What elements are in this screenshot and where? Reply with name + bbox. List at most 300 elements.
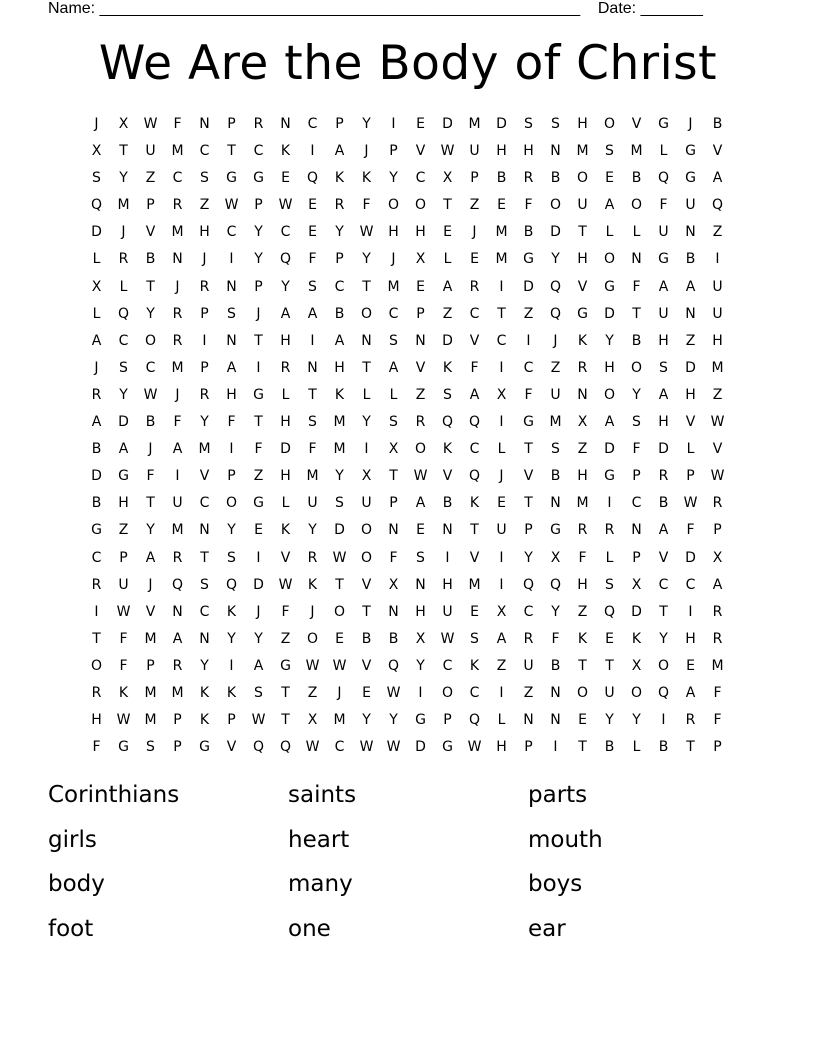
grid-letter: X — [415, 630, 426, 647]
grid-letter: Q — [549, 576, 562, 593]
grid-letter: E — [497, 197, 506, 214]
grid-letter: Z — [523, 684, 534, 701]
grid-letter: W — [278, 197, 293, 214]
grid-letter: R — [712, 495, 723, 512]
grid-letter: E — [443, 224, 452, 241]
grid-letter: T — [254, 414, 263, 431]
grid-letter: V — [712, 143, 723, 160]
grid-letter: F — [146, 468, 155, 485]
grid-letter: J — [553, 332, 558, 349]
grid-letter: R — [91, 576, 102, 593]
grid-letter: O — [306, 630, 319, 647]
grid-letter: N — [172, 251, 183, 268]
grid-letter: M — [549, 414, 562, 431]
grid-letter: J — [94, 116, 99, 132]
grid-letter: Z — [442, 305, 453, 322]
grid-letter: I — [229, 441, 234, 458]
grid-letter: U — [307, 495, 318, 512]
grid-letter: J — [256, 305, 261, 322]
grid-letter: R — [172, 305, 183, 322]
grid-letter: C — [199, 143, 210, 160]
grid-letter: M — [333, 712, 346, 729]
grid-letter: H — [91, 712, 102, 729]
grid-letter: Q — [468, 468, 481, 485]
grid-letter: S — [659, 359, 668, 376]
grid-letter: J — [175, 278, 180, 295]
grid-letter: N — [685, 224, 696, 241]
grid-letter: C — [145, 359, 156, 376]
grid-letter: I — [229, 657, 234, 674]
grid-letter: A — [685, 278, 696, 295]
grid-letter: P — [173, 739, 182, 756]
grid-letter: N — [550, 712, 561, 729]
grid-letter: Z — [145, 170, 156, 187]
grid-letter: N — [415, 576, 426, 593]
grid-letter: K — [226, 603, 237, 620]
grid-letter: M — [144, 630, 157, 647]
grid-letter: A — [658, 386, 669, 403]
date-blank: _______ — [640, 0, 703, 17]
grid-letter: U — [712, 305, 723, 322]
grid-letter: H — [199, 224, 210, 241]
grid-letter: R — [604, 522, 615, 539]
grid-letter: I — [553, 739, 558, 756]
grid-letter: I — [364, 441, 369, 458]
grid-letter: Z — [577, 441, 588, 458]
grid-letter: R — [307, 549, 318, 566]
grid-letter: C — [442, 657, 453, 674]
grid-letter: Q — [279, 251, 292, 268]
grid-letter: P — [146, 657, 155, 674]
grid-letter: N — [172, 603, 183, 620]
grid-letter: F — [470, 359, 479, 376]
grid-letter: E — [416, 278, 425, 295]
grid-letter: G — [658, 251, 669, 268]
grid-letter: F — [92, 739, 101, 756]
grid-letter: I — [310, 143, 315, 160]
grid-letter: A — [415, 495, 426, 512]
grid-letter: L — [92, 251, 101, 268]
word-bank-item: Corinthians — [48, 782, 180, 808]
grid-letter: N — [685, 305, 696, 322]
grid-letter: E — [578, 712, 587, 729]
grid-letter: S — [524, 116, 533, 132]
grid-letter: X — [388, 441, 399, 458]
grid-letter: F — [659, 197, 668, 214]
grid-letter: X — [442, 170, 453, 187]
grid-letter: Y — [551, 603, 560, 620]
grid-letter: Y — [632, 712, 641, 729]
grid-letter: T — [497, 305, 506, 322]
grid-letter: C — [658, 576, 669, 593]
grid-letter: H — [577, 116, 588, 132]
grid-letter: O — [603, 386, 616, 403]
grid-letter: J — [175, 386, 180, 403]
grid-letter: Y — [200, 657, 209, 674]
grid-letter: A — [307, 305, 318, 322]
grid-letter: E — [416, 116, 425, 132]
grid-letter: J — [94, 359, 99, 376]
grid-letter: Z — [307, 684, 318, 701]
grid-letter: M — [468, 576, 481, 593]
grid-letter: M — [468, 116, 481, 132]
grid-letter: T — [146, 495, 155, 512]
grid-letter: X — [91, 143, 102, 160]
grid-letter: D — [91, 468, 102, 485]
grid-letter: I — [499, 549, 504, 566]
grid-letter: I — [607, 495, 612, 512]
grid-letter: B — [334, 305, 345, 322]
grid-letter: S — [119, 359, 128, 376]
grid-letter: E — [470, 251, 479, 268]
grid-letter: Y — [362, 414, 371, 431]
grid-letter: T — [146, 278, 155, 295]
grid-letter: O — [144, 332, 157, 349]
grid-letter: F — [173, 414, 182, 431]
grid-letter: A — [334, 143, 345, 160]
grid-letter: Z — [280, 630, 291, 647]
grid-letter: W — [251, 712, 266, 729]
grid-letter: A — [712, 170, 723, 187]
grid-letter: D — [415, 739, 426, 756]
grid-letter: F — [173, 116, 182, 132]
grid-letter: Y — [362, 116, 371, 132]
grid-letter: P — [335, 251, 344, 268]
grid-letter: B — [550, 657, 561, 674]
grid-letter: M — [171, 143, 184, 160]
grid-letter: O — [360, 305, 373, 322]
grid-letter: W — [224, 197, 239, 214]
grid-letter: N — [550, 495, 561, 512]
grid-letter: Z — [496, 657, 507, 674]
grid-letter: P — [524, 739, 533, 756]
grid-letter: H — [334, 359, 345, 376]
grid-letter: L — [632, 224, 641, 241]
grid-letter: T — [362, 278, 371, 295]
grid-letter: F — [524, 197, 533, 214]
grid-letter: S — [227, 549, 236, 566]
grid-letter: R — [577, 359, 588, 376]
grid-letter: F — [254, 441, 263, 458]
grid-letter: D — [442, 116, 453, 132]
word-bank-item: one — [288, 915, 331, 942]
grid-letter: K — [469, 657, 480, 674]
grid-letter: P — [227, 712, 236, 729]
grid-letter: P — [200, 359, 209, 376]
grid-letter: F — [227, 414, 236, 431]
grid-letter: W — [710, 414, 725, 431]
grid-letter: W — [332, 657, 347, 674]
grid-letter: N — [388, 522, 399, 539]
grid-letter: H — [577, 251, 588, 268]
grid-letter: U — [118, 576, 129, 593]
grid-letter: Y — [335, 468, 344, 485]
word-bank-item: parts — [528, 782, 588, 808]
grid-letter: X — [577, 414, 588, 431]
grid-letter: S — [254, 684, 263, 701]
grid-letter: K — [118, 684, 129, 701]
grid-letter: T — [200, 549, 209, 566]
grid-letter: E — [308, 224, 317, 241]
grid-letter: H — [658, 414, 669, 431]
grid-letter: O — [657, 657, 670, 674]
grid-letter: H — [118, 495, 129, 512]
grid-letter: R — [658, 468, 669, 485]
grid-letter: F — [578, 549, 587, 566]
grid-letter: D — [280, 441, 291, 458]
grid-letter: Y — [605, 712, 614, 729]
grid-letter: V — [226, 739, 237, 756]
grid-letter: K — [307, 576, 318, 593]
grid-letter: R — [523, 170, 534, 187]
grid-letter: B — [361, 630, 372, 647]
grid-letter: V — [199, 468, 210, 485]
grid-letter: K — [469, 495, 480, 512]
grid-letter: Y — [254, 224, 263, 241]
grid-letter: I — [175, 468, 180, 485]
grid-letter: J — [148, 576, 153, 593]
grid-letter: D — [334, 522, 345, 539]
grid-letter: Z — [253, 468, 264, 485]
grid-letter: H — [226, 386, 237, 403]
grid-letter: P — [335, 116, 344, 132]
grid-letter: A — [658, 278, 669, 295]
grid-letter: L — [632, 739, 641, 756]
grid-letter: T — [362, 603, 371, 620]
grid-letter: E — [308, 197, 317, 214]
grid-letter: I — [499, 359, 504, 376]
grid-letter: Z — [550, 359, 561, 376]
grid-letter: G — [604, 278, 615, 295]
grid-letter: J — [688, 116, 693, 132]
grid-letter: H — [415, 603, 426, 620]
grid-letter: O — [630, 197, 643, 214]
grid-letter: H — [442, 576, 453, 593]
grid-letter: F — [713, 712, 722, 729]
grid-letter: E — [281, 170, 290, 187]
grid-letter: M — [495, 224, 508, 241]
grid-letter: X — [631, 657, 642, 674]
grid-letter: Y — [227, 630, 236, 647]
grid-letter: F — [119, 657, 128, 674]
grid-letter: P — [524, 522, 533, 539]
word-bank-item: ear — [528, 915, 566, 942]
grid-letter: N — [361, 332, 372, 349]
grid-letter: O — [603, 251, 616, 268]
grid-letter: T — [524, 495, 533, 512]
grid-letter: P — [254, 197, 263, 214]
grid-letter: U — [361, 495, 372, 512]
grid-letter: B — [442, 495, 453, 512]
grid-letter: S — [335, 495, 344, 512]
grid-letter: R — [91, 386, 102, 403]
grid-letter: I — [391, 116, 396, 132]
grid-letter: S — [551, 441, 560, 458]
grid-letter: J — [391, 251, 396, 268]
grid-letter: I — [499, 278, 504, 295]
grid-letter: G — [253, 386, 264, 403]
grid-letter: C — [118, 332, 129, 349]
grid-letter: I — [526, 332, 531, 349]
grid-letter: K — [577, 630, 588, 647]
grid-letter: A — [496, 630, 507, 647]
grid-letter: M — [171, 522, 184, 539]
grid-letter: U — [658, 305, 669, 322]
grid-letter: U — [172, 495, 183, 512]
grid-letter: O — [90, 657, 103, 674]
grid-letter: H — [523, 143, 534, 160]
grid-letter: G — [91, 522, 102, 539]
grid-letter: Y — [254, 251, 263, 268]
grid-letter: E — [497, 495, 506, 512]
grid-letter: C — [199, 603, 210, 620]
grid-letter: W — [143, 386, 158, 403]
grid-letter: D — [685, 359, 696, 376]
grid-letter: Y — [605, 332, 614, 349]
grid-letter: A — [253, 657, 264, 674]
grid-letter: Q — [549, 278, 562, 295]
grid-letter: I — [256, 549, 261, 566]
grid-letter: S — [443, 386, 452, 403]
grid-letter: Y — [146, 522, 155, 539]
grid-letter: P — [389, 495, 398, 512]
grid-letter: X — [496, 386, 507, 403]
grid-letter: M — [576, 143, 589, 160]
grid-letter: X — [388, 576, 399, 593]
grid-letter: E — [470, 603, 479, 620]
word-bank-item: many — [288, 871, 353, 897]
grid-letter: H — [658, 332, 669, 349]
grid-letter: N — [577, 386, 588, 403]
grid-letter: H — [604, 359, 615, 376]
grid-letter: T — [470, 522, 479, 539]
grid-letter: D — [685, 549, 696, 566]
grid-letter: N — [442, 522, 453, 539]
grid-letter: T — [254, 332, 263, 349]
grid-letter: U — [469, 143, 480, 160]
grid-letter: N — [523, 712, 534, 729]
grid-letter: C — [199, 495, 210, 512]
grid-letter: P — [200, 305, 209, 322]
word-bank-item: body — [48, 871, 105, 897]
grid-letter: A — [118, 441, 129, 458]
grid-letter: C — [469, 441, 480, 458]
grid-letter: H — [280, 468, 291, 485]
grid-letter: E — [605, 170, 614, 187]
grid-letter: C — [523, 359, 534, 376]
grid-letter: B — [550, 468, 561, 485]
grid-letter: L — [497, 441, 506, 458]
grid-letter: I — [499, 414, 504, 431]
grid-letter: D — [523, 278, 534, 295]
grid-letter: T — [281, 712, 290, 729]
grid-letter: I — [445, 549, 450, 566]
grid-letter: M — [387, 278, 400, 295]
grid-letter: U — [523, 657, 534, 674]
grid-letter: S — [308, 414, 317, 431]
grid-letter: Q — [549, 305, 562, 322]
grid-letter: M — [144, 712, 157, 729]
grid-letter: W — [305, 739, 320, 756]
grid-letter: Y — [416, 657, 425, 674]
grid-letter: Y — [308, 522, 317, 539]
grid-letter: E — [686, 657, 695, 674]
grid-letter: M — [711, 359, 724, 376]
grid-letter: A — [604, 197, 615, 214]
grid-letter: V — [631, 116, 642, 132]
grid-letter: A — [658, 522, 669, 539]
grid-letter: P — [146, 197, 155, 214]
grid-letter: J — [499, 468, 504, 485]
grid-letter: V — [469, 332, 480, 349]
grid-letter: N — [550, 684, 561, 701]
grid-letter: M — [630, 143, 643, 160]
grid-letter: S — [416, 549, 425, 566]
grid-letter: A — [172, 441, 183, 458]
grid-letter: R — [172, 657, 183, 674]
grid-letter: M — [333, 441, 346, 458]
grid-letter: R — [199, 386, 210, 403]
word-search-grid — [83, 114, 731, 764]
grid-letter: U — [685, 197, 696, 214]
grid-letter: B — [145, 251, 156, 268]
grid-letter: Y — [659, 630, 668, 647]
grid-letter: R — [172, 332, 183, 349]
grid-letter: A — [442, 278, 453, 295]
grid-letter: J — [364, 143, 369, 160]
grid-letter: W — [413, 468, 428, 485]
grid-letter: D — [253, 576, 264, 593]
grid-letter: P — [686, 468, 695, 485]
grid-letter: B — [388, 630, 399, 647]
grid-letter: N — [199, 630, 210, 647]
grid-letter: Q — [306, 170, 319, 187]
grid-letter: F — [308, 251, 317, 268]
grid-letter: I — [499, 576, 504, 593]
grid-letter: W — [305, 657, 320, 674]
grid-letter: M — [117, 197, 130, 214]
grid-letter: W — [683, 495, 698, 512]
grid-letter: X — [118, 116, 129, 132]
grid-letter: Z — [712, 386, 723, 403]
grid-letter: C — [307, 116, 318, 132]
grid-letter: M — [198, 441, 211, 458]
grid-letter: W — [278, 576, 293, 593]
grid-letter: G — [118, 739, 129, 756]
grid-letter: N — [631, 522, 642, 539]
grid-letter: U — [577, 197, 588, 214]
header-line — [48, 0, 748, 20]
grid-letter: W — [386, 684, 401, 701]
grid-letter: M — [171, 359, 184, 376]
grid-letter: E — [335, 630, 344, 647]
grid-letter: L — [443, 251, 452, 268]
grid-letter: H — [415, 224, 426, 241]
grid-letter: D — [631, 603, 642, 620]
grid-letter: Z — [415, 386, 426, 403]
grid-letter: D — [550, 224, 561, 241]
grid-letter: M — [171, 224, 184, 241]
grid-letter: V — [658, 549, 669, 566]
grid-letter: Q — [90, 197, 103, 214]
grid-letter: W — [359, 739, 374, 756]
grid-letter: D — [118, 414, 129, 431]
grid-letter: J — [310, 603, 315, 620]
grid-letter: K — [442, 359, 453, 376]
grid-letter: K — [334, 170, 345, 187]
grid-letter: H — [577, 576, 588, 593]
grid-letter: T — [524, 441, 533, 458]
